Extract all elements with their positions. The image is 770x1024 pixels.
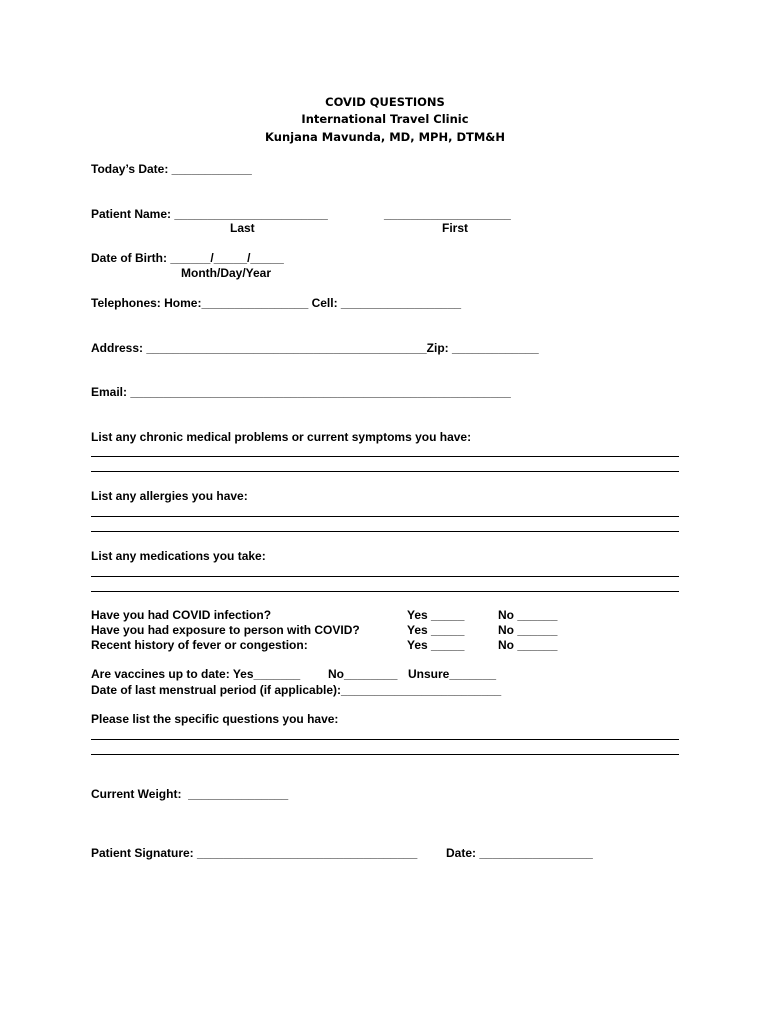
dob-format-hint: Month/Day/Year: [181, 266, 272, 280]
doctor-name: Kunjana Mavunda, MD, MPH, DTM&H: [265, 130, 505, 144]
questions-line-1[interactable]: [91, 739, 679, 740]
vaccines-yes-field[interactable]: Are vaccines up to date: Yes_______: [91, 667, 301, 681]
allergies-label: List any allergies you have:: [91, 489, 248, 503]
covid-infection-yes[interactable]: Yes _____: [407, 608, 465, 622]
signature-date-field[interactable]: Date: _________________: [446, 846, 593, 860]
covid-question-infection: Have you had COVID infection?: [91, 608, 272, 622]
current-weight-field[interactable]: Current Weight: _______________: [91, 787, 289, 801]
menstrual-period-field[interactable]: Date of last menstrual period (if applicable):________________________: [91, 683, 502, 697]
covid-infection-no[interactable]: No ______: [498, 608, 558, 622]
chronic-line-2[interactable]: [91, 471, 679, 472]
chronic-problems-label: List any chronic medical problems or current symptoms you have:: [91, 430, 472, 444]
date-of-birth-field[interactable]: Date of Birth: ______/_____/_____: [91, 251, 284, 265]
first-name-label: First: [442, 221, 469, 235]
medications-label: List any medications you take:: [91, 549, 266, 563]
covid-fever-yes[interactable]: Yes _____: [407, 638, 465, 652]
patient-name-last-field[interactable]: Patient Name: _______________________: [91, 207, 328, 221]
medications-line-1[interactable]: [91, 576, 679, 577]
address-field[interactable]: Address: __________________________________________Zip: _____________: [91, 341, 539, 355]
allergies-line-2[interactable]: [91, 531, 679, 532]
questions-label: Please list the specific questions you have:: [91, 712, 339, 726]
form-title: COVID QUESTIONS: [325, 95, 445, 109]
covid-fever-no[interactable]: No ______: [498, 638, 558, 652]
patient-name-first-field[interactable]: ___________________: [384, 207, 511, 221]
questions-line-2[interactable]: [91, 754, 679, 755]
patient-signature-field[interactable]: Patient Signature: _________________________________: [91, 846, 418, 860]
covid-question-exposure: Have you had exposure to person with COVID?: [91, 623, 360, 637]
email-field[interactable]: Email: _________________________________________________________: [91, 385, 511, 399]
clinic-name: International Travel Clinic: [301, 112, 469, 126]
vaccines-no-field[interactable]: No________: [328, 667, 398, 681]
telephones-field[interactable]: Telephones: Home:________________ Cell: __________________: [91, 296, 462, 310]
todays-date-field[interactable]: Today’s Date: ____________: [91, 162, 252, 176]
vaccines-unsure-field[interactable]: Unsure_______: [408, 667, 497, 681]
covid-exposure-no[interactable]: No ______: [498, 623, 558, 637]
last-name-label: Last: [230, 221, 255, 235]
covid-question-fever: Recent history of fever or congestion:: [91, 638, 308, 652]
medications-line-2[interactable]: [91, 591, 679, 592]
chronic-line-1[interactable]: [91, 456, 679, 457]
covid-exposure-yes[interactable]: Yes _____: [407, 623, 465, 637]
allergies-line-1[interactable]: [91, 516, 679, 517]
